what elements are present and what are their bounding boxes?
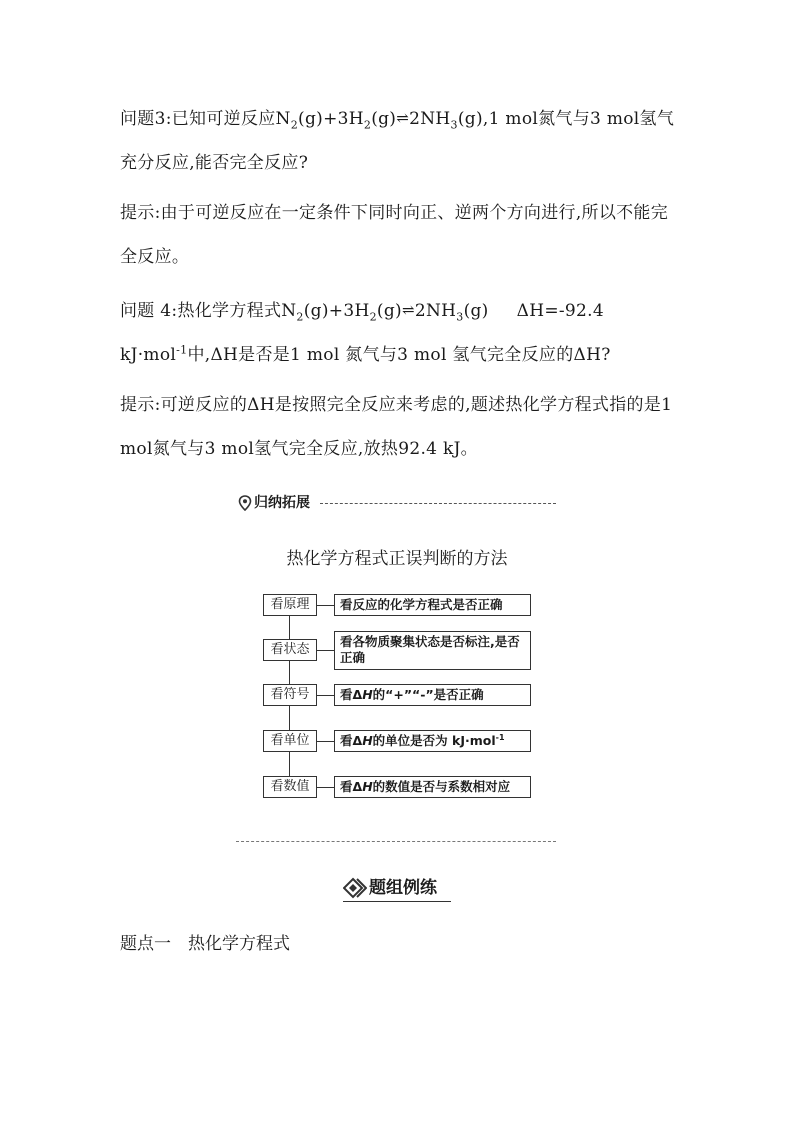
flow-connector — [316, 650, 334, 651]
topic-title: 题点一 热化学方程式 — [120, 934, 290, 954]
step-label-unit: 看单位 — [263, 730, 317, 752]
step-desc-principle: 看反应的化学方程式是否正确 — [334, 594, 531, 616]
exercise-group-header — [343, 876, 451, 902]
flow-connector — [316, 695, 334, 696]
flow-connector — [316, 741, 334, 742]
step-desc-state: 看各物质聚集状态是否标注,是否正确 — [334, 631, 531, 670]
reversible-arrow-icon: ⇌ — [401, 301, 415, 319]
step-label-principle: 看原理 — [263, 594, 317, 616]
step-desc-sign: 看ΔH的“+”“-”是否正确 — [334, 684, 531, 706]
diamond-pencil-icon — [343, 877, 367, 899]
summary-label: 归纳拓展 — [254, 495, 310, 511]
step-label-value: 看数值 — [263, 776, 317, 798]
flow-connector — [316, 605, 334, 606]
flow-title: 热化学方程式正误判断的方法 — [286, 549, 508, 569]
flow-connector — [316, 787, 334, 788]
question-4: 问题 4:热化学方程式$N_2(g)+3H_2(g)\rightleftharpoons 2NH_3(g)$ ΔH=-92.4 kJ·mol$^{-1}$中,ΔH是否是1 mol 氮气与3 mol 氢气完全反应的ΔH? — [120, 289, 680, 377]
exercise-group-underline — [343, 901, 451, 902]
step-label-sign: 看符号 — [263, 684, 317, 706]
question-3: 问题3:已知可逆反应$N_2(g)+3H_2(g)\rightleftharpoons 2NH_3(g),1$ mol氮气与3 mol氢气充分反应,能否完全反应? — [120, 97, 680, 185]
exercise-group-label: 题组例练 — [369, 878, 437, 898]
step-desc-value: 看ΔH的数值是否与系数相对应 — [334, 776, 531, 798]
step-label-state: 看状态 — [263, 639, 317, 661]
hint-2: 提示:可逆反应的ΔH是按照完全反应来考虑的,题述热化学方程式指的是1 mol氮气与3 mol氢气完全反应,放热92.4 kJ。 — [120, 395, 673, 459]
step-desc-unit: 看ΔH的单位是否为 kJ·mol$^{-1}$ — [334, 730, 531, 752]
section-divider — [236, 841, 556, 842]
hint-1: 提示:由于可逆反应在一定条件下同时向正、逆两个方向进行,所以不能完全反应。 — [120, 203, 669, 267]
reversible-arrow-icon: ⇌ — [396, 109, 410, 127]
